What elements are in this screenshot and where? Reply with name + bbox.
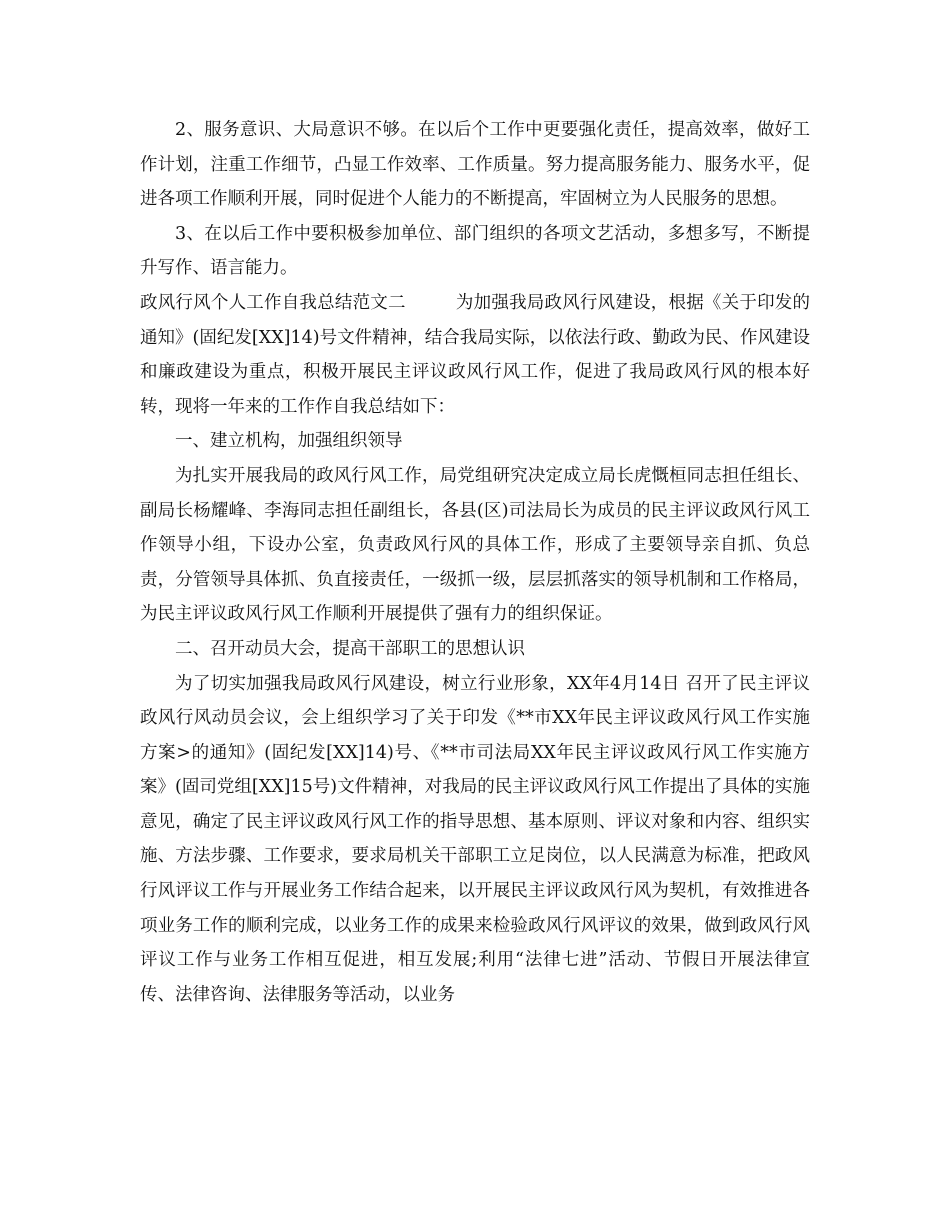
paragraph-cultural-activities: 3、在以后工作中要积极参加单位、部门组织的各项文艺活动，多想多写，不断提升写作、语言能力。	[140, 223, 810, 279]
paragraph-leadership-group: 为扎实开展我局的政风行风工作，局党组研究决定成立局长虎慨桓同志担任组长、副局长杨耀峰、李海同志担任副组长，各县(区)司法局长为成员的民主评议政风行风工作领导小组，下设办公室，负责政风行风的具体工作，形成了主要领导亲自抓、负总责，分管领导具体抓、负直接责任，一级抓一级，层层抓落实的领导机制和工作格局，为民主评议政风行风工作顺利开展提供了强有力的组织保证。	[140, 465, 810, 625]
summary-intro-text: 为加强我局政风行风建设，根据《关于印发的通知》(固纪发[XX]14)号文件精神，结合我局实际，以依法行政、勤政为民、作风建设和廉政建设为重点，积极开展民主评议政风行风工作，促进了我局政风行风的根本好转，现将一年来的工作作自我总结如下：	[140, 292, 811, 417]
paragraph-mobilization-details: 为了切实加强我局政风行风建设，树立行业形象，XX年4月14日 召开了民主评议政风行风动员会议，会上组织学习了关于印发《**市XX年民主评议政风行风工作实施方案>的通知》(固纪发[XX]14)号、《**市司法局XX年民主评议政风行风工作实施方案》(固司党组[XX]15号)文件精神，对我局的民主评议政风行风工作提出了具体的实施意见，确定了民主评议政风行风工作的指导思想、基本原则、评议对象和内容、组织实施、方法步骤、工作要求，要求局机关干部职工立足岗位，以人民满意为标准，把政风行风评议工作与开展业务工作结合起来，以开展民主评议政风行风为契机，有效推进各项业务工作的顺利完成，以业务工作的成果来检验政风行风评议的效果，做到政风行风评议工作与业务工作相互促进，相互发展;利用“法律七进”活动、节假日开展法律宣传、法律咨询、法律服务等活动，以业务	[140, 673, 810, 1005]
paragraph-service-awareness: 2、服务意识、大局意识不够。在以后个工作中更要强化责任，提高效率，做好工作计划，注重工作细节，凸显工作效率、工作质量。努力提高服务能力、服务水平，促进各项工作顺利开展，同时促进个人能力的不断提高，牢固树立为人民服务的思想。	[140, 120, 810, 210]
document-body	[140, 113, 810, 1012]
heading-establish-organization: 一、建立机构，加强组织领导	[175, 431, 403, 452]
section-title: 政风行风个人工作自我总结范文二	[140, 292, 406, 313]
paragraph-summary-intro	[140, 286, 810, 424]
heading-mobilization-meeting: 二、召开动员大会，提高干部职工的思想认识	[175, 638, 525, 659]
